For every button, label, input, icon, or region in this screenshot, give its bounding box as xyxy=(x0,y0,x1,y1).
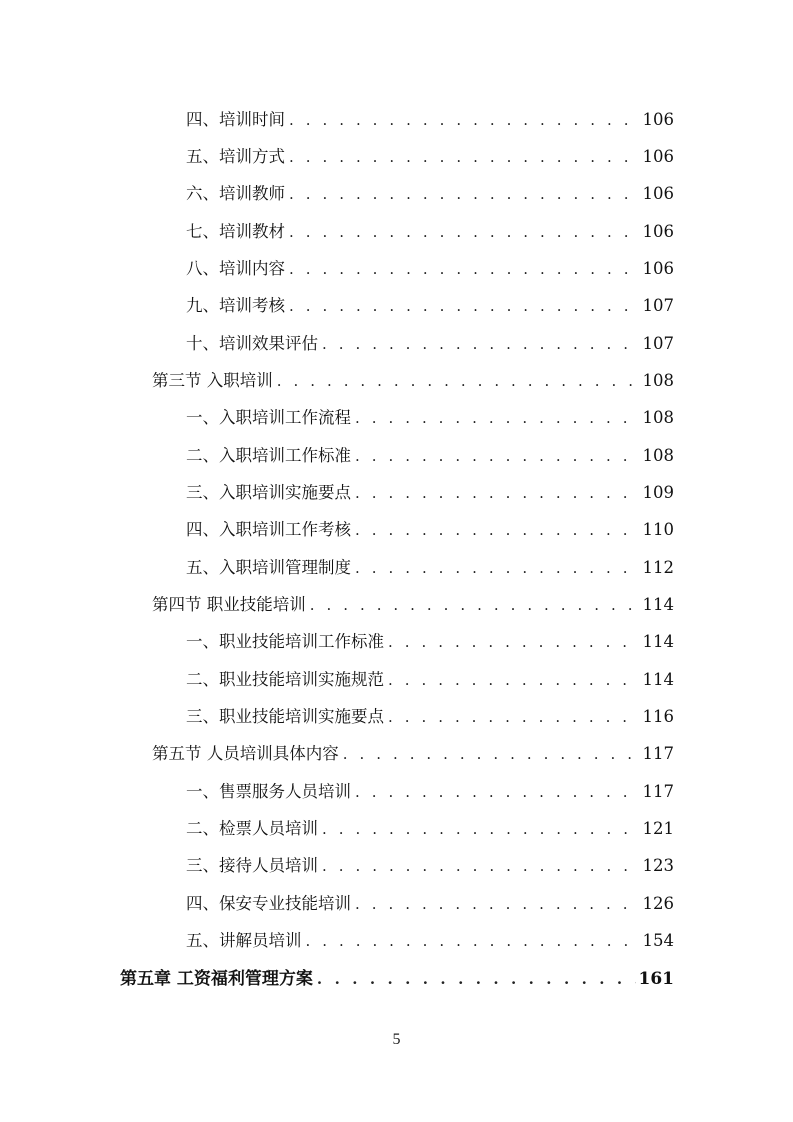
toc-entry[interactable] xyxy=(186,181,674,207)
toc-entry-title: 二、检票人员培训 xyxy=(186,819,318,838)
toc-entry-title: 六、培训教师 xyxy=(186,184,285,203)
toc-entry-page: 116 xyxy=(642,707,674,726)
toc-entry-title: 五、培训方式 xyxy=(186,147,285,166)
toc-entry-title: 一、职业技能培训工作标准 xyxy=(186,632,384,651)
toc-entry-title: 三、入职培训实施要点 xyxy=(186,483,351,502)
toc-entry-page: 121 xyxy=(642,819,674,838)
toc-entry-page: 114 xyxy=(642,632,674,651)
toc-entry[interactable] xyxy=(186,256,674,282)
toc-dot-leader xyxy=(355,891,640,917)
toc-entry-title: 四、保安专业技能培训 xyxy=(186,894,351,913)
toc-entry-page: 123 xyxy=(642,856,674,875)
toc-entry-page: 114 xyxy=(642,595,674,614)
toc-dot-leader xyxy=(355,443,640,469)
toc-dot-leader xyxy=(317,966,636,992)
toc-entry-title: 第四节 职业技能培训 xyxy=(152,595,306,614)
toc-dot-leader xyxy=(355,517,640,543)
toc-section-entry[interactable] xyxy=(152,368,674,394)
toc-entry-page: 106 xyxy=(642,147,674,166)
toc-entry-page: 154 xyxy=(642,931,674,950)
toc-entry[interactable] xyxy=(186,555,674,581)
toc-entry-page: 126 xyxy=(642,894,674,913)
toc-chapter-entry[interactable] xyxy=(120,966,674,992)
toc-dot-leader xyxy=(277,368,640,394)
toc-entry-title: 第五章 工资福利管理方案 xyxy=(120,969,313,989)
toc-dot-leader xyxy=(322,853,640,879)
toc-entry-title: 三、接待人员培训 xyxy=(186,856,318,875)
toc-dot-leader xyxy=(289,293,640,319)
toc-entry-title: 四、培训时间 xyxy=(186,110,285,129)
toc-entry[interactable] xyxy=(186,405,674,431)
toc-dot-leader xyxy=(355,555,640,581)
toc-entry-title: 二、入职培训工作标准 xyxy=(186,446,351,465)
toc-entry-title: 一、入职培训工作流程 xyxy=(186,408,351,427)
toc-dot-leader xyxy=(289,144,640,170)
toc-entry-title: 一、售票服务人员培训 xyxy=(186,782,351,801)
toc-entry-page: 112 xyxy=(642,558,674,577)
toc-entry[interactable] xyxy=(186,331,674,357)
toc-entry[interactable] xyxy=(186,517,674,543)
toc-dot-leader xyxy=(289,219,640,245)
toc-entry-page: 107 xyxy=(642,296,674,315)
toc-entry-page: 161 xyxy=(638,969,674,989)
toc-entry-page: 114 xyxy=(642,670,674,689)
toc-entry[interactable] xyxy=(186,629,674,655)
toc-entry[interactable] xyxy=(186,480,674,506)
toc-entry-title: 九、培训考核 xyxy=(186,296,285,315)
toc-dot-leader xyxy=(322,816,640,842)
toc-entry-page: 107 xyxy=(642,334,674,353)
toc-entry[interactable] xyxy=(186,443,674,469)
toc-entry[interactable] xyxy=(186,891,674,917)
toc-entry-title: 五、入职培训管理制度 xyxy=(186,558,351,577)
toc-dot-leader xyxy=(355,405,640,431)
toc-dot-leader xyxy=(289,107,640,133)
toc-entry-page: 106 xyxy=(642,184,674,203)
toc-entry[interactable] xyxy=(186,779,674,805)
toc-dot-leader xyxy=(322,331,640,357)
toc-dot-leader xyxy=(289,181,640,207)
toc-dot-leader xyxy=(388,704,640,730)
toc-entry[interactable] xyxy=(186,144,674,170)
toc-entry[interactable] xyxy=(186,853,674,879)
toc-dot-leader xyxy=(355,480,640,506)
toc-entry[interactable] xyxy=(186,928,674,954)
toc-entry-title: 五、讲解员培训 xyxy=(186,931,302,950)
toc-entry-page: 117 xyxy=(642,744,674,763)
toc-dot-leader xyxy=(388,629,640,655)
toc-entry-title: 第五节 人员培训具体内容 xyxy=(152,744,339,763)
toc-entry-page: 106 xyxy=(642,222,674,241)
toc-entry-page: 109 xyxy=(642,483,674,502)
toc-dot-leader xyxy=(310,592,640,618)
toc-entry[interactable] xyxy=(186,219,674,245)
toc-dot-leader xyxy=(343,741,640,767)
toc-entry-page: 108 xyxy=(642,408,674,427)
toc-dot-leader xyxy=(388,667,640,693)
toc-entry-title: 八、培训内容 xyxy=(186,259,285,278)
toc-entry[interactable] xyxy=(186,107,674,133)
toc-entry-page: 110 xyxy=(642,520,674,539)
toc-dot-leader xyxy=(289,256,640,282)
toc-dot-leader xyxy=(355,779,640,805)
toc-entry-page: 106 xyxy=(642,110,674,129)
toc-entry-title: 第三节 入职培训 xyxy=(152,371,273,390)
toc-entry-page: 117 xyxy=(642,782,674,801)
toc-entry-title: 三、职业技能培训实施要点 xyxy=(186,707,384,726)
page-number: 5 xyxy=(392,1031,401,1048)
toc-dot-leader xyxy=(306,928,640,954)
toc-entry[interactable] xyxy=(186,667,674,693)
toc-entry-title: 四、入职培训工作考核 xyxy=(186,520,351,539)
toc-section-entry[interactable] xyxy=(152,592,674,618)
toc-entry-title: 十、培训效果评估 xyxy=(186,334,318,353)
toc-entry-page: 108 xyxy=(642,371,674,390)
toc-entry-title: 七、培训教材 xyxy=(186,222,285,241)
toc-entry-page: 106 xyxy=(642,259,674,278)
toc-entry-title: 二、职业技能培训实施规范 xyxy=(186,670,384,689)
toc-entry-page: 108 xyxy=(642,446,674,465)
toc-entry[interactable] xyxy=(186,816,674,842)
toc-entry[interactable] xyxy=(186,293,674,319)
toc-entry[interactable] xyxy=(186,704,674,730)
toc-section-entry[interactable] xyxy=(152,741,674,767)
